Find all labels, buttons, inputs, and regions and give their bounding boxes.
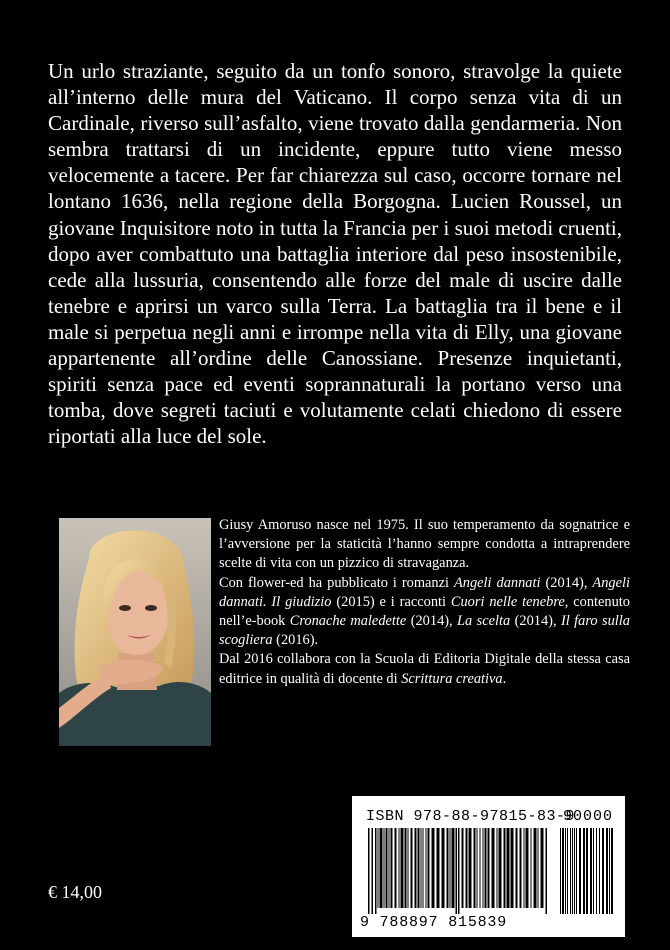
bio-text: (2014),: [406, 613, 458, 630]
barcode-bar: [474, 828, 476, 908]
barcode-bar: [456, 828, 458, 914]
barcode-bar: [511, 828, 514, 908]
barcode-bar: [524, 828, 525, 908]
barcode-bar: [458, 828, 460, 914]
barcode-bar: [541, 828, 544, 908]
book-title: La scelta: [457, 613, 511, 630]
bio-text: Con flower-ed ha pubblicato i romanzi: [219, 574, 454, 591]
barcode-bar: [488, 828, 490, 908]
synopsis-text: Un urlo straziante, seguito da un tonfo sonoro, stravolge la quiete all’interno delle mura del Vaticano. Il corpo senza vita di un Cardinale, riverso sull’asfalto, viene trovato dalla gendarmeria. Non sembra trattarsi di un incidente, eppure tutto viene messo velocemente a tacere. Per far chiarezza sul caso, occorre tornare nel lontano 1636, nella regione della Borgogna. Lucien Roussel, un giovane Inquisitore noto in tutta la Francia per i suoi metodi cruenti, dopo aver combattuto una battaglia interiore dal peso insostenibile, cede alla lussuria, consentendo alle forze del male di uscire dalle tenebre e aprirsi un varco sulla Terra. La battaglia tra il bene e il male si perpetua negli anni e irrompe nella vita di Elly, una giovane appartenente all’ordine delle Canossiane. Presenze inquietanti, spiriti senza pace ed eventi soprannaturali la portano verso una tomba, dove segreti taciuti e volutamente celati chiedono di essere riportati alla luce del sole.: [48, 59, 622, 449]
author-bio: [219, 516, 630, 689]
barcode-bar: [386, 828, 388, 908]
barcode-bar: [432, 828, 435, 908]
bio-text: , contenuto nell’e-book: [219, 593, 630, 630]
addon-bar: [567, 828, 568, 914]
addon-bar: [606, 828, 608, 914]
barcode-bar: [421, 828, 422, 908]
barcode-bar: [483, 828, 484, 908]
bio-text: (2014),: [540, 574, 593, 591]
barcode-box: [352, 796, 625, 937]
addon-bar: [593, 828, 594, 914]
barcode-bar: [389, 828, 390, 908]
addon-bar: [586, 828, 588, 914]
barcode-bar: [466, 828, 468, 908]
addon-bar: [560, 828, 561, 914]
book-title: Cuori nelle tenebre: [450, 593, 565, 610]
bio-text: Dal 2016 collabora con la Scuola di Editoria Digitale della stessa casa editrice in qualità di docente di: [219, 651, 630, 687]
ean-digits: 9 788897 815839: [360, 914, 508, 931]
barcode-bar: [452, 828, 455, 908]
barcode-bar: [507, 828, 510, 908]
author-photo: [59, 518, 211, 746]
bio-paragraph-3: [219, 650, 630, 688]
barcode-bar: [520, 828, 522, 908]
addon-bar: [599, 828, 600, 914]
barcode-bar: [380, 828, 383, 908]
bio-paragraph-1: Giusy Amoruso nasce nel 1975. Il suo temperamento da sognatrice e l’avversione per la staticità l’hanno sempre condotta a intraprendere scelte di vita con un pizzico di stravaganza.: [219, 517, 630, 572]
barcode-bar: [437, 828, 440, 908]
book-title: Angeli dannati: [453, 574, 541, 591]
barcode-bar: [415, 828, 417, 908]
addon-bar: [596, 828, 597, 914]
book-title: Il faro sulla scogliera: [219, 613, 630, 649]
barcode-bar: [546, 828, 548, 914]
addon-bar: [565, 828, 566, 914]
price-code-label: 90000: [563, 808, 614, 825]
barcode-bar: [492, 828, 495, 908]
barcode-bar: [378, 828, 379, 908]
barcode-bar: [504, 828, 506, 908]
addon-bar: [572, 828, 573, 914]
addon-bar: [562, 828, 564, 914]
isbn-label: ISBN 978-88-97815-83-9: [366, 808, 576, 825]
barcode-bar: [442, 828, 445, 908]
barcode-bar: [372, 828, 374, 914]
barcode-bar: [408, 828, 409, 908]
barcode-bar: [405, 828, 407, 908]
barcode-bar: [399, 828, 400, 908]
barcode-bar: [384, 828, 385, 908]
barcode-bar: [368, 828, 370, 914]
barcode-bar: [411, 828, 413, 908]
barcode-bar: [462, 828, 464, 908]
book-title: Angeli dannati. Il giudizio: [219, 574, 630, 610]
barcode-bar: [395, 828, 397, 908]
barcode-bar: [531, 828, 532, 908]
barcode-bar: [401, 828, 404, 908]
addon-bar: [583, 828, 585, 914]
barcode-bar: [516, 828, 518, 908]
addon-bar: [576, 828, 577, 914]
barcode-bar: [447, 828, 449, 908]
addon-bar: [570, 828, 571, 914]
addon-bar: [574, 828, 575, 914]
barcode-bar: [418, 828, 420, 908]
barcode-bar: [428, 828, 430, 908]
bio-paragraph-2: [219, 574, 630, 651]
barcode-bar: [391, 828, 393, 908]
barcode-bar: [485, 828, 487, 908]
barcode-bar: [534, 828, 537, 908]
barcode-bar: [538, 828, 539, 908]
author-portrait-image: [59, 518, 211, 746]
addon-bar: [611, 828, 613, 914]
barcode-bar: [526, 828, 529, 908]
barcode-bar: [423, 828, 424, 908]
bio-text: (2014),: [510, 613, 561, 630]
barcode-bar: [426, 828, 427, 908]
addon-bar: [579, 828, 581, 914]
barcode-bar: [477, 828, 478, 908]
addon-bar: [609, 828, 610, 914]
barcode-bar: [499, 828, 502, 908]
book-title: Cronache maledette: [289, 613, 407, 630]
barcode-bar: [469, 828, 472, 908]
price-label: € 14,00: [48, 882, 102, 902]
addon-bar: [602, 828, 604, 914]
barcode-bar: [375, 828, 377, 914]
bio-text: .: [502, 670, 507, 687]
addon-bar: [590, 828, 592, 914]
course-title: Scrittura creativa: [401, 670, 503, 687]
barcode-bar: [450, 828, 451, 908]
barcode-bar: [480, 828, 481, 908]
barcode-bar: [497, 828, 498, 908]
bio-text: (2016).: [272, 632, 319, 649]
bio-text: (2015) e i racconti: [331, 593, 451, 610]
